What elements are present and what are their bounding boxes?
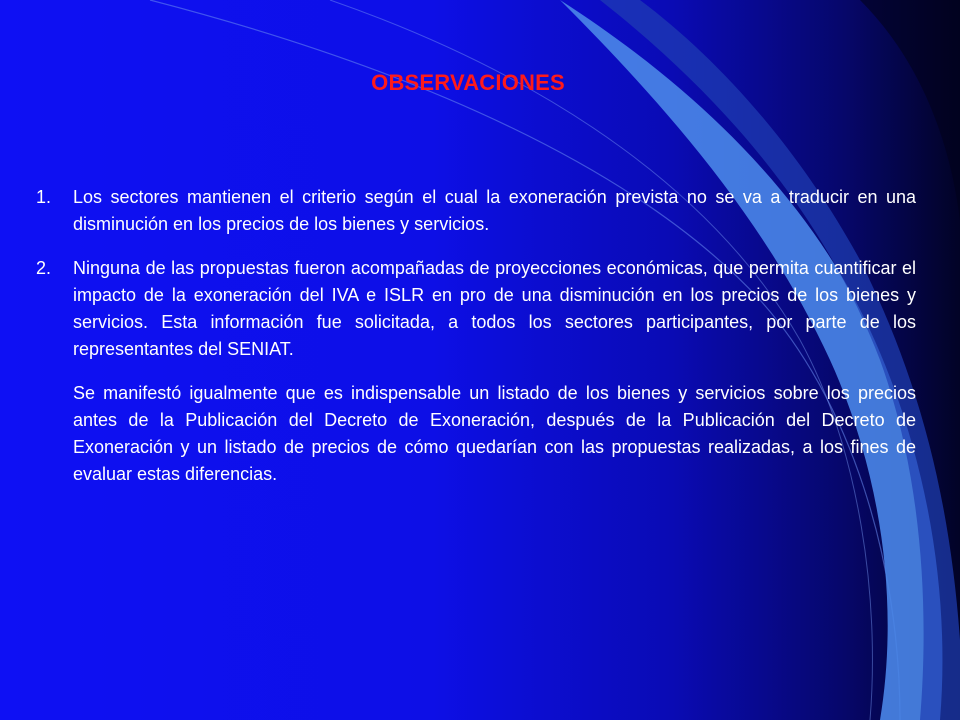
list-item <box>36 184 916 238</box>
list-item-text: Los sectores mantienen el criterio según el cual la exoneración prevista no se va a traducir en una disminución en los precios de los bienes y servicios. <box>73 187 916 234</box>
slide-content <box>36 184 916 488</box>
list-item-number: 2. <box>36 258 52 278</box>
list-item-number: 1. <box>36 187 52 207</box>
list-item <box>36 255 916 363</box>
closing-paragraph: Se manifestó igualmente que es indispensable un listado de los bienes y servicios sobre los precios antes de la Publicación del Decreto de Exoneración, después de la Publicación del Decreto de Exoneración y un listado de precios de cómo quedarían con las propuestas realizadas, a los fines de evaluar estas diferencias. <box>73 383 916 484</box>
slide-title: OBSERVACIONES <box>371 70 565 95</box>
list-item-text: Ninguna de las propuestas fueron acompañadas de proyecciones económicas, que permita cuantificar el impacto de la exoneración del IVA e ISLR en pro de una disminución en los precios de los bienes y servicios. Esta información fue solicitada, a todos los sectores participantes, por parte de los representantes del SENIAT. <box>73 258 916 359</box>
